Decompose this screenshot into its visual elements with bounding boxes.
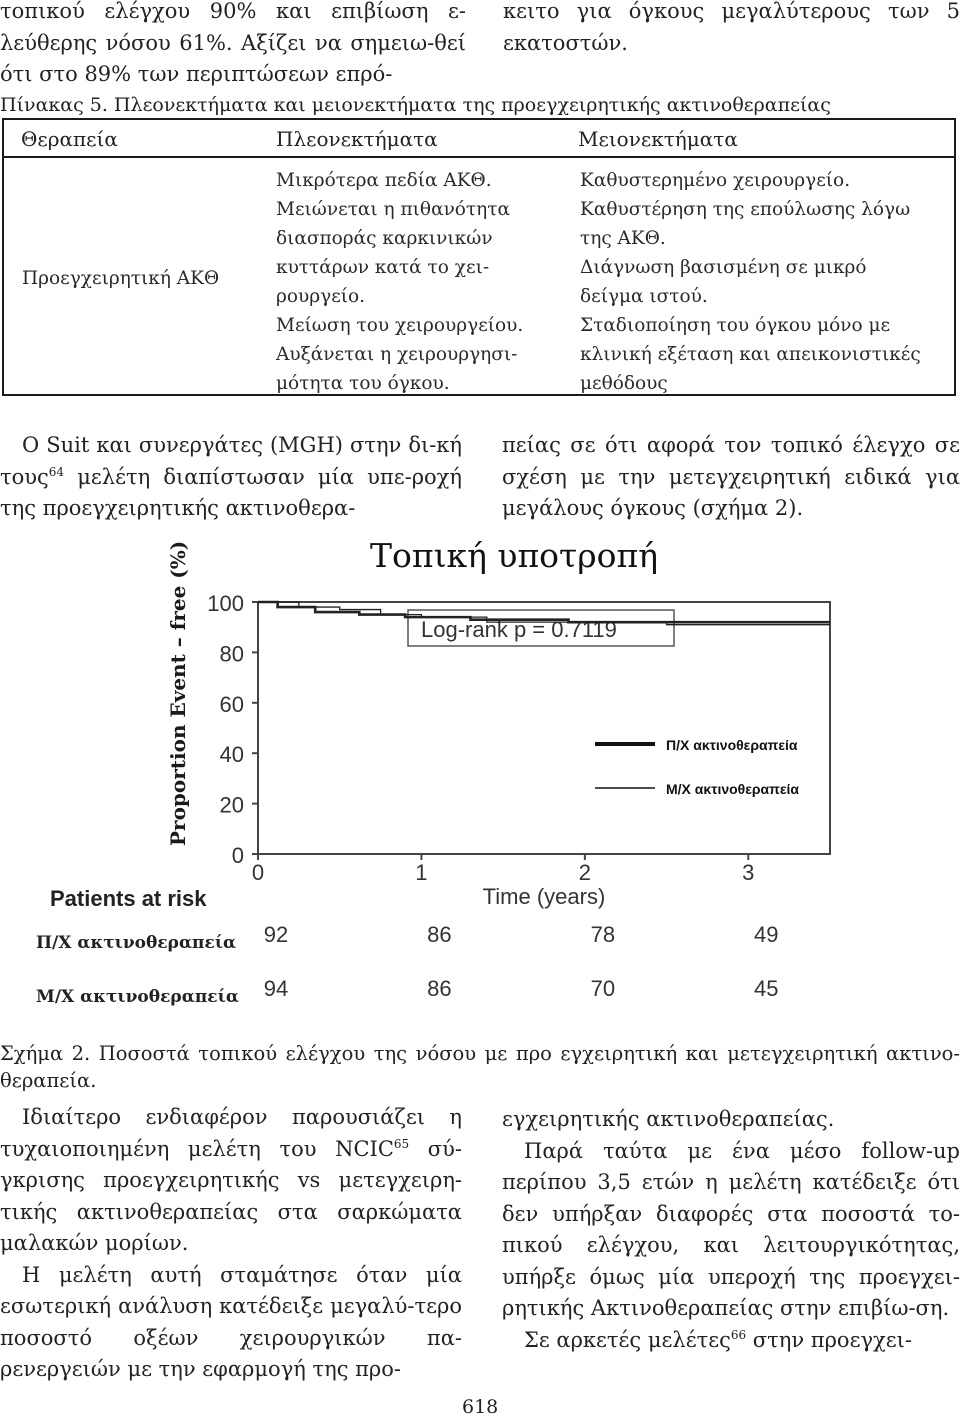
risk-value: 92 [263,922,289,947]
risk-row-label: Π/Χ ακτινοθεραπεία [36,933,237,953]
risk-value: 86 [427,922,452,947]
km-chart [0,580,960,1030]
advantage-line: διασποράς καρκινικών [276,228,493,249]
x-tick-label: 0 [251,860,265,885]
advantage-line: Μικρότερα πεδία ΑΚΘ. [276,170,492,191]
bottom-left-column [0,1102,462,1386]
risk-value: 78 [590,922,616,947]
legend-label: Μ/Χ ακτινοθεραπεία [666,781,800,797]
cell-disadvantages [580,166,921,398]
advantage-line: Μείωση του χειρουργείου. [276,315,524,336]
advantage-line: Μειώνεται η πιθανότητα [276,199,510,220]
advantage-line: μότητα του όγκου. [276,373,450,394]
y-tick-label: 40 [219,742,244,768]
risk-value: 45 [754,976,779,1001]
disadvantage-line: Καθυστερημένο χειρουργείο. [580,170,851,191]
risk-row-label: Μ/Χ ακτινοθεραπεία [36,987,239,1007]
paragraph: Σε αρκετές μελέτες$^{66}$ στην προεγχει- [524,1327,912,1352]
paragraph: Ο Suit και συνεργάτες (MGH) στην δι-κή τους$^{64}$ μελέτη διαπίστωσαν μία υπε-ροχή της προεγχειρητικής ακτινοθερα- [0,433,462,520]
paragraph: τοπικού ελέγχου 90% και επιβίωση ε-λεύθερης νόσου 61%. Αξίζει να σημειω-θεί ότι στο 89% των περιπτώσεων επρό- [0,0,466,86]
table-header-row [4,120,954,158]
risk-value: 86 [427,976,452,1001]
y-tick-label: 60 [219,691,244,717]
disadvantage-line: Σταδιοποίηση του όγκου μόνο με [580,315,891,336]
disadvantage-line: Διάγνωση βασισμένη σε μικρό [580,257,867,278]
paragraph: εγχειρητικής ακτινοθεραπείας. [502,1107,835,1131]
page-number: 618 [462,1396,499,1418]
cell-therapy: Προεγχειρητική ΑΚΘ [22,268,220,289]
advantage-line: Αυξάνεται η χειρουργησι- [276,344,518,365]
bottom-right-column [502,1104,960,1356]
disadvantage-line: Καθυστέρηση της επούλωσης λόγω [580,199,911,220]
risk-value: 49 [754,922,779,947]
disadvantage-line: μεθόδους [580,373,668,394]
risk-header: Patients at risk [50,886,207,911]
top-left-column [0,0,466,91]
paragraph: Ιδιαίτερο ενδιαφέρον παρουσιάζει η τυχαιοποιημένη μελέτη του NCIC$^{65}$ σύ-γκρισης προεγχειρητικής vs μετεγχειρη-τικής ακτινοθεραπείας στα σαρκώματα μαλακών μορίων. [0,1105,463,1255]
y-tick-label: 100 [207,591,244,616]
mid-right-column [502,430,960,525]
y-tick-label: 80 [219,641,244,667]
y-tick-label: 20 [219,792,244,818]
top-right-column [503,0,960,59]
paragraph: κειτο για όγκους μεγαλύτερους των 5 εκατοστών. [503,0,960,55]
cell-advantages [276,166,523,398]
y-axis-label: Proportion Event – free (%) [166,540,190,846]
disadvantage-line: δείγμα ιστού. [580,286,708,307]
table-caption: Πίνακας 5. Πλεονεκτήματα και μειονεκτήματα της προεγχειρητικής ακτινοθεραπείας [0,94,831,116]
paragraph: πείας σε ότι αφορά τον τοπικό έλεγχο σε σχέση με την μετεγχειρητική ειδικά για μεγάλους όγκους (σχήμα 2). [502,433,960,520]
disadvantage-line: της ΑΚΘ. [580,228,666,249]
y-tick-label: 0 [231,843,244,868]
x-tick-label: 3 [742,860,755,885]
disadvantage-line: κλινική εξέταση και απεικονιστικές [580,344,921,365]
mid-left-column [0,430,462,525]
header-disadvantages: Μειονεκτήματα [578,127,738,151]
advantage-line: κυττάρων κατά το χει- [276,257,490,278]
figure-title: Τοπική υποτροπή [370,536,658,575]
x-tick-label: 2 [578,860,591,885]
advantage-line: ρουργείο. [276,286,366,307]
header-therapy: Θεραπεία [21,127,118,151]
paragraph: Η μελέτη αυτή σταμάτησε όταν μία εσωτερική ανάλυση κατέδειξε μεγαλύ-τερο ποσοστό οξέων χειρουργικών πα-ρενεργειών με την εφαρμογή της προ- [0,1262,462,1381]
annotation-text: Log-rank p = 0.7119 [421,617,617,642]
advantages-table [2,118,956,396]
figure-caption: Σχήμα 2. Ποσοστά τοπικού ελέγχου της νόσου με προ εγχειρητική και μετεγχειρητική ακτινο-θεραπεία. [0,1042,960,1092]
paragraph: Παρά ταύτα με ένα μέσο follow-up περίπου 3,5 ετών η μελέτη κατέδειξε ότι δεν υπήρξαν διαφορές στα ποσοστά το-πικού ελέγχου, και λειτουργικότητας, υπήρξε όμως μία υπεροχή της προεγχει-ρητικής Ακτινοθεραπείας στην επιβίω-ση. [502,1138,960,1320]
x-axis-label: Time (years) [482,884,606,909]
risk-value: 70 [590,976,616,1001]
header-advantages: Πλεονεκτήματα [276,127,438,151]
x-tick-label: 1 [415,860,428,885]
risk-value: 94 [263,976,289,1001]
legend-label: Π/Χ ακτινοθεραπεία [666,737,798,753]
